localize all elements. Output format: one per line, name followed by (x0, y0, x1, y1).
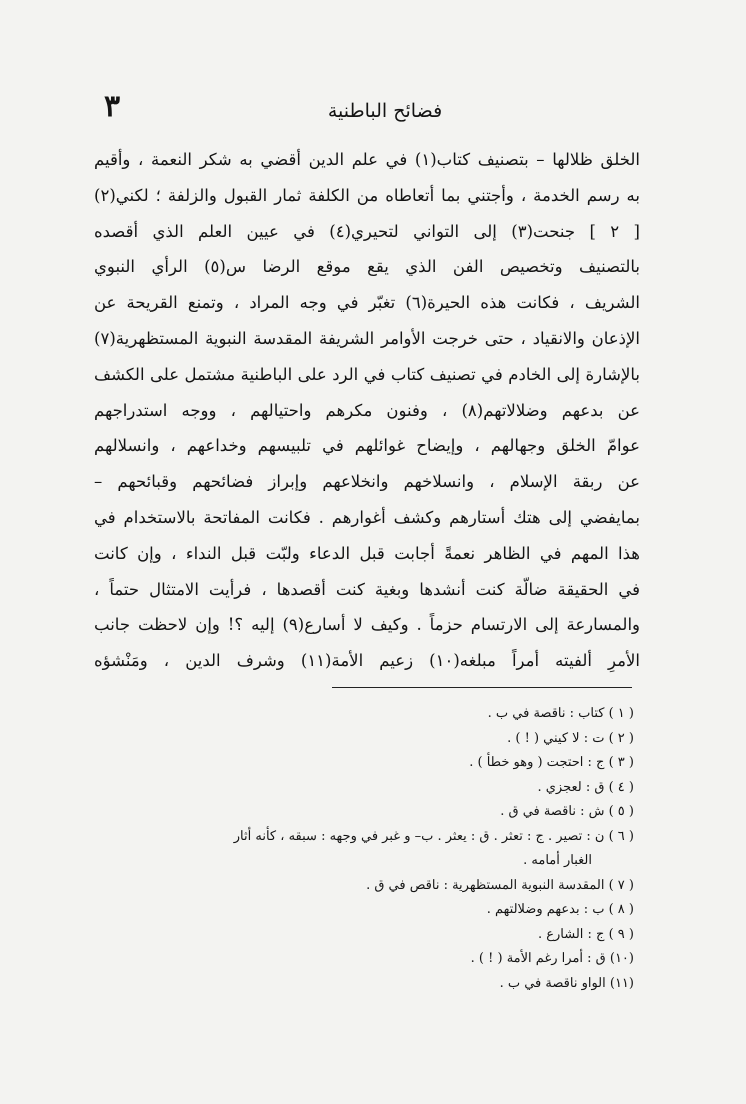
footnotes (94, 702, 634, 996)
text-line: الأمرِ ألفيته أمراً مبلغه(١٠) زعيم الأمة(١١) وشرف الدين ، ومَنْشؤه (94, 651, 640, 671)
text-line: والمسارعة إلى الارتسام حزماً . وكيف لا أسارع(٩) إليه ؟! وإن لاحظت جانب (94, 615, 640, 635)
main-text (94, 142, 640, 679)
text-line: بالتصنيف وتخصيص الفن الذي يقع موقع الرضا س(٥) الرأي النبوي (94, 257, 640, 277)
text-line: الشريف ، فكانت هذه الحيرة(٦) تغبّر في وجه المراد ، وتمنع القريحة عن (94, 293, 640, 313)
footnote: ( ٩ ) ج : الشارع . (537, 926, 634, 942)
running-title: فضائح الباطنية (327, 100, 443, 122)
page-number: ٣ (104, 89, 121, 124)
footnote: ( ٢ ) ت : لا كيني ( ! ) . (507, 730, 634, 746)
footnote: ( ٧ ) المقدسة النبوية المستظهرية : ناقص في ق . (366, 877, 634, 893)
text-line: به رسم الخدمة ، وأجتني بما أتعاطاه من الكلفة ثمار القبول والزلفة ؛ لكني(٢) (94, 185, 640, 205)
footnote: ( ١ ) كتاب : ناقصة في ب . (487, 706, 634, 721)
text-line: في الحقيقة ضالّة كنت أنشدها وبغية كنت أقصدها ، فرأيت الامتثال حتماً ، (94, 579, 640, 599)
text-line: عن بدعهم وضلالاتهم(٨) ، وفنون مكرهم واحتيالهم ، ووجه استدراجهم (94, 400, 640, 420)
text-line: بمايفضي إلى هتك أستارهم وكشف أغوارهم . فكانت المفاتحة بالاستخدام في (94, 507, 640, 527)
footnote: ( ٦ ) ن : تصير . ج : تعثر . ق : يعثر . ب– و غبر في وجهه : سبقه ، كأنه أثار (233, 828, 634, 844)
footnote: ( ٣ ) ج : احتجت ( وهو خطأ ) . (469, 755, 634, 770)
text-line: عن ربقة الإسلام ، وانسلاخهم وانخلاعهم وإبراز فضائحهم وقبائحهم – (94, 472, 640, 492)
text-line: الإذعان والانقياد ، حتى خرجت الأوامر الشريفة المقدسة النبوية المستظهرية(٧) (94, 328, 640, 348)
footnote: ( ٤ ) ق : لعجزي . (537, 779, 634, 795)
text-line: [ ٢ ] جنحت(٣) إلى التواني لتحيري(٤) في عيين العلم الذي أقصده (94, 221, 640, 241)
footnote: ( ٥ ) ش : ناقصة في ق . (500, 804, 634, 819)
footnote: (١٠) ق : أمرا رغم الأمة ( ! ) . (470, 951, 634, 966)
footnote: ( ٨ ) ب : بدعهم وضلالتهم . (486, 902, 634, 917)
footnote: (١١) الواو ناقصة في ب . (499, 975, 634, 991)
footnote-continuation: الغبار أمامه . (523, 853, 592, 868)
text-line: الخلق ظلالها – بتصنيف كتاب(١) في علم الدين أقضي به شكر النعمة ، وأقيم (94, 150, 640, 169)
text-line: هذا المهم في الظاهر نعمةً أجابت قبل الدعاء ولبّت قبل النداء ، وإن كانت (94, 543, 640, 563)
footnote-separator (332, 687, 632, 688)
text-line: بالإشارة إلى الخادم في تصنيف كتاب في الرد على الباطنية مشتمل على الكشف (94, 364, 640, 384)
text-line: عوامّ الخلق وجهالهم ، وإيضاح غوائلهم في تلبيسهم وخداعهم ، وانسلالهم (94, 436, 640, 456)
